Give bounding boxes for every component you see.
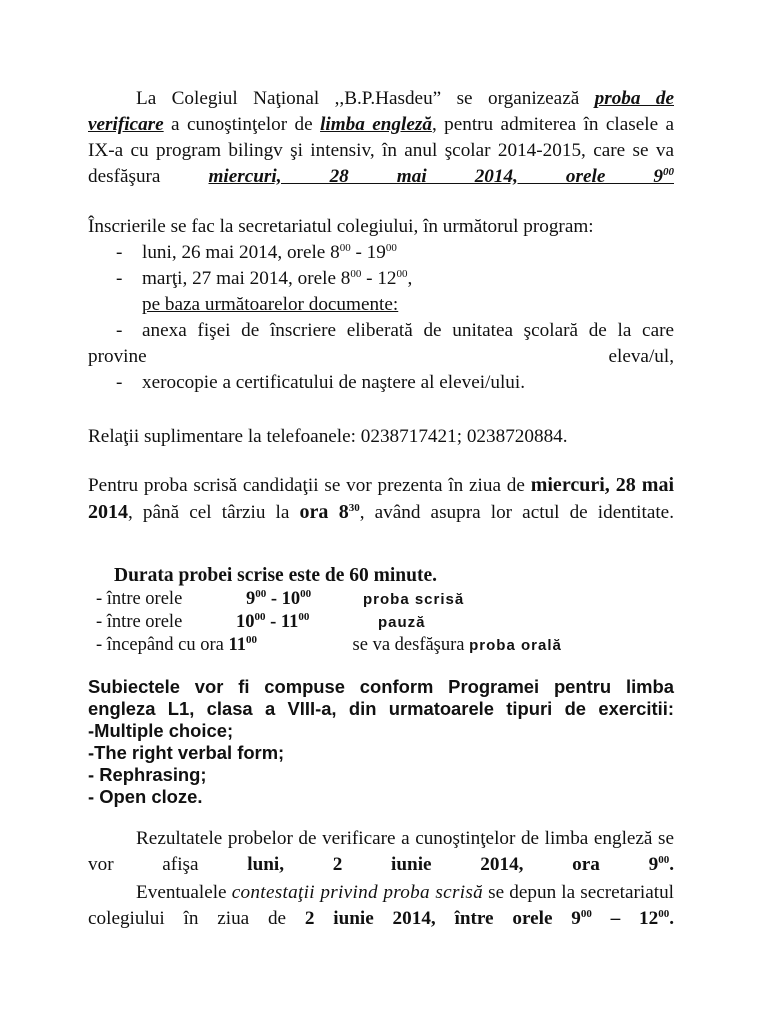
intro-emphasis-limba: limba engleză bbox=[320, 114, 432, 135]
document-item-1 bbox=[88, 318, 674, 370]
written-paragraph bbox=[88, 472, 674, 526]
dash: - bbox=[116, 372, 123, 393]
subjects-intro: Subiectele vor fi compuse conform Programei pentru limba engleza L1, clasa a VIII-a, din urmatoarele tipuri de exercitii: bbox=[88, 676, 674, 719]
schedule-hour: 9 bbox=[246, 589, 256, 609]
dash: - bbox=[116, 242, 123, 263]
doc-text: xerocopie a certificatului de naştere al elevei/ului. bbox=[142, 372, 526, 393]
schedule-lead: - între orele bbox=[96, 589, 183, 609]
appeals-paragraph bbox=[88, 880, 674, 932]
reg-sup: 00 bbox=[350, 268, 362, 280]
schedule-sup: 00 bbox=[246, 634, 258, 646]
schedule-hour: 11 bbox=[228, 635, 247, 655]
written-hour-sup: 30 bbox=[348, 502, 360, 514]
intro-text-2: a cunoştinţelor de bbox=[163, 114, 321, 135]
schedule-label: proba scrisă bbox=[363, 591, 465, 608]
written-date: miercuri, 28 mai 2014 bbox=[88, 474, 674, 523]
subjects-item-1: -Multiple choice; bbox=[88, 720, 234, 741]
schedule-sup: 00 bbox=[300, 588, 312, 600]
schedule-time bbox=[236, 611, 364, 634]
written-text-3: , având asupra lor actul de identitate. bbox=[359, 502, 674, 523]
schedule-pre: se va desfăşura bbox=[352, 635, 470, 655]
document-item-2 bbox=[116, 370, 676, 396]
documents-heading-text: pe baza următoarelor documente: bbox=[142, 294, 399, 315]
intro-date bbox=[209, 166, 675, 187]
schedule-time bbox=[246, 588, 351, 611]
schedule-title: Durata probei scrise este de 60 minute. bbox=[114, 565, 437, 586]
appeals-sup: 00 bbox=[658, 908, 670, 920]
schedule-lead: - începând cu ora bbox=[96, 635, 229, 655]
schedule-label: proba orală bbox=[469, 637, 562, 654]
documents-heading bbox=[142, 292, 662, 318]
appeals-mid: – 12 bbox=[591, 908, 659, 929]
results-date-text: luni, 2 iunie 2014, ora 9 bbox=[247, 854, 659, 875]
dash: - bbox=[116, 268, 123, 289]
written-text-1: Pentru proba scrisă candidaţii se vor prezenta în ziua de bbox=[88, 475, 531, 496]
subjects-item-4: - Open cloze. bbox=[88, 786, 203, 807]
schedule-lead: - între orele bbox=[96, 612, 183, 632]
appeals-italic: contestaţii privind proba scrisă bbox=[231, 882, 484, 903]
intro-text-3: , pentru admiterea în clasele a IX-a cu program bilingv şi intensiv, în anul şcolar 2014-2015, care se va desfăşura bbox=[88, 114, 675, 187]
subjects-item-2: -The right verbal form; bbox=[88, 742, 285, 763]
reg-text: luni, 26 mai 2014, orele 8 bbox=[142, 242, 340, 263]
reg-mid: - 12 bbox=[361, 268, 397, 289]
appeals-date-text: 2 iunie 2014, între orele 9 bbox=[304, 908, 581, 929]
written-hour bbox=[300, 501, 360, 523]
reg-mid: - 19 bbox=[350, 242, 386, 263]
results-sup: 00 bbox=[658, 854, 670, 866]
intro-paragraph bbox=[88, 86, 674, 190]
results-date bbox=[247, 854, 674, 875]
appeals-date bbox=[305, 908, 674, 929]
schedule-sup: 00 bbox=[298, 611, 310, 623]
schedule-sup: 00 bbox=[255, 588, 267, 600]
appeals-sup: 00 bbox=[580, 908, 592, 920]
results-text: Rezultatele probelor de verificare a cunoştinţelor de limba engleză se vor afişa bbox=[88, 828, 674, 875]
appeals-text-2: se depun la secretariatul colegiului în ziua de bbox=[88, 882, 675, 929]
reg-end: , bbox=[407, 268, 413, 289]
intro-date-text: miercuri, 28 mai 2014, orele 9 bbox=[208, 166, 663, 187]
schedule-row-2 bbox=[96, 611, 426, 634]
reg-sup: 00 bbox=[396, 268, 408, 280]
intro-date-sup: 00 bbox=[663, 166, 674, 178]
dash: - bbox=[116, 320, 123, 341]
reg-sup: 00 bbox=[385, 242, 397, 254]
registration-item-2 bbox=[116, 266, 676, 292]
results-paragraph bbox=[88, 826, 674, 878]
schedule-hour: 11 bbox=[280, 612, 299, 632]
reg-sup: 00 bbox=[339, 242, 351, 254]
written-hour-text: ora 8 bbox=[299, 501, 349, 523]
appeals-text-1: Eventualele bbox=[136, 882, 232, 903]
schedule-hour: 10 bbox=[281, 589, 301, 609]
registration-heading: Înscrierile se fac la secretariatul colegiului, în următorul program: bbox=[88, 216, 594, 237]
appeals-end: . bbox=[669, 908, 674, 929]
schedule-hour: 10 bbox=[236, 612, 255, 632]
registration-item-1 bbox=[116, 240, 676, 266]
reg-text: marţi, 27 mai 2014, orele 8 bbox=[142, 268, 351, 289]
written-text-2: , până cel târziu la bbox=[128, 502, 300, 523]
schedule-sup: 00 bbox=[254, 611, 266, 623]
schedule-time bbox=[229, 634, 353, 657]
schedule-label: pauză bbox=[378, 614, 426, 631]
subjects-item-3: - Rephrasing; bbox=[88, 764, 207, 785]
schedule-row-3 bbox=[96, 634, 562, 657]
schedule-sep: - bbox=[265, 612, 281, 632]
contact-line: Relaţii suplimentare la telefoanele: 0238717421; 0238720884. bbox=[88, 426, 568, 447]
schedule-sep: - bbox=[266, 589, 282, 609]
intro-emphasis-proba: proba de verificare bbox=[88, 88, 674, 135]
doc-text: anexa fişei de înscriere eliberată de unitatea şcolară de la care provine eleva/ul, bbox=[88, 320, 674, 367]
intro-text-1: La Colegiul Naţional ,,B.P.Hasdeu” se organizează bbox=[136, 88, 595, 109]
schedule-row-1 bbox=[96, 588, 464, 611]
results-end: . bbox=[669, 854, 674, 875]
